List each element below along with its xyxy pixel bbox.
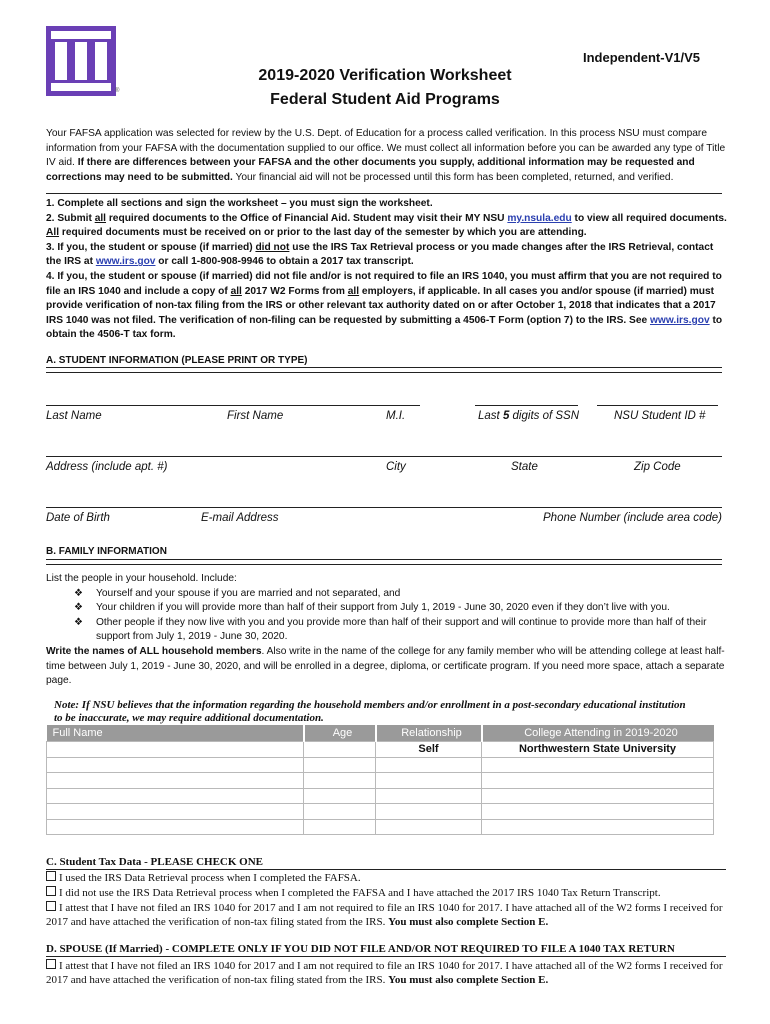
list-item: Your children if you will provide more than half of their support from July 1, 2019 - June 30, 2020 even if they don’t live with you. xyxy=(96,602,670,614)
step-1: 1. Complete all sections and sign the worksheet – you must sign the worksheet. xyxy=(46,198,433,209)
section-d-heading: D. SPOUSE (If Married) - COMPLETE ONLY IF YOU DID NOT FILE AND/OR NOT REQUIRED TO FILE A 1040 TAX RETURN xyxy=(46,943,675,955)
column-header: Full Name xyxy=(47,725,304,742)
table-row xyxy=(47,788,714,804)
table-cell[interactable] xyxy=(47,757,304,773)
page-subtitle: Federal Student Aid Programs xyxy=(270,91,500,108)
mi-label: M.I. xyxy=(386,410,406,422)
intro-bold-text: If there are differences between your FAFSA and the other documents you supply, additional information may be requested and corrections may need to be submitted. xyxy=(46,157,695,183)
divider xyxy=(46,193,722,194)
table-cell[interactable] xyxy=(47,819,304,835)
instructions xyxy=(46,197,730,343)
section-a-heading: A. STUDENT INFORMATION (PLEASE PRINT OR TYPE) xyxy=(46,355,308,366)
first-name-label: First Name xyxy=(227,410,284,422)
step-3: 3. If you, the student or spouse (if married) did not use the IRS Tax Retrieval process or you made changes after the IRS Retrieval, contact the IRS at www.irs.gov or call 1-800-908-9946 to obtain a 2017 tax transcript. xyxy=(46,241,714,268)
double-rule xyxy=(46,559,722,565)
table-cell[interactable] xyxy=(304,788,376,804)
ssn-label: Last 5 digits of SSN xyxy=(478,410,580,422)
list-item: Yourself and your spouse if you are married and not separated, and xyxy=(96,587,401,599)
double-rule xyxy=(46,367,722,373)
table-cell[interactable] xyxy=(482,757,714,773)
last-name-label: Last Name xyxy=(46,410,102,422)
irs-link[interactable]: www.irs.gov xyxy=(95,256,156,268)
table-cell[interactable] xyxy=(376,788,482,804)
divider xyxy=(46,869,726,870)
table-cell[interactable] xyxy=(304,819,376,835)
email-label: E-mail Address xyxy=(201,512,279,524)
note-text: Note: If NSU believes that the information regarding the household members and/or enrollment in a post-secondary educational institution to be inaccurate, we may require additional documentation. xyxy=(54,699,686,724)
spouse-option-1: I attest that I have not filed an IRS 1040 for 2017 and I am not required to file an IRS 1040 for 2017. I have attached all of the W2 forms I received for 2017 and have attached the verification of non-tax filing stated from the IRS. You must also complete Section E. xyxy=(46,960,723,986)
table-row xyxy=(47,742,714,758)
checkbox[interactable] xyxy=(46,871,56,881)
table-cell: Self xyxy=(376,742,482,758)
table-cell[interactable] xyxy=(482,788,714,804)
column-header: Relationship xyxy=(376,725,482,742)
table-cell[interactable] xyxy=(47,804,304,820)
list-item: Other people if they now live with you and you provide more than half of their support and will continue to provide more than half of their support from July 1, 2019 - June 30, 2020. xyxy=(96,616,707,643)
my-nsu-link[interactable]: my.nsula.edu xyxy=(507,212,572,224)
table-cell[interactable] xyxy=(376,819,482,835)
table-cell[interactable] xyxy=(482,819,714,835)
table-cell[interactable] xyxy=(482,773,714,789)
checkbox[interactable] xyxy=(46,959,56,969)
intro-paragraph xyxy=(46,127,726,185)
diamond-bullet-icon: ❖ xyxy=(74,587,84,599)
table-cell[interactable] xyxy=(482,804,714,820)
list-intro: List the people in your household. Include: xyxy=(46,573,237,584)
table-cell[interactable] xyxy=(304,742,376,758)
table-cell: Northwestern State University xyxy=(482,742,714,758)
diamond-bullet-icon: ❖ xyxy=(74,616,84,628)
table-cell[interactable] xyxy=(47,788,304,804)
table-cell[interactable] xyxy=(304,773,376,789)
nsu-id-label: NSU Student ID # xyxy=(614,410,706,422)
table-row xyxy=(47,773,714,789)
page-title: 2019-2020 Verification Worksheet xyxy=(258,67,512,84)
intro-text: Your FAFSA application was selected for review by the U.S. Dept. of Education for a process called verification. In this process NSU must compare information from your FAFSA with the documentation supplied to our office. We must collect all information before you can be awarded any type of Title IV aid. xyxy=(46,128,726,168)
household-table xyxy=(46,725,714,835)
tax-option-3: I attest that I have not filed an IRS 1040 for 2017 and I am not required to file an IRS 1040 for 2017. I have attached all of the W2 forms I received for 2017 and have attached the verification of non-tax filing stated from the IRS. You must also complete Section E. xyxy=(46,902,723,928)
diamond-bullet-icon: ❖ xyxy=(74,602,84,614)
table-cell[interactable] xyxy=(376,804,482,820)
irs-link-2[interactable]: www.irs.gov xyxy=(649,314,710,326)
nsu-id-line[interactable] xyxy=(597,405,718,406)
section-c-heading: C. Student Tax Data - PLEASE CHECK ONE xyxy=(46,856,263,868)
table-row xyxy=(47,757,714,773)
step-2: 2. Submit all required documents to the Office of Financial Aid. Student may visit their MY NSU my.nsula.edu to view all required documents. All required documents must be received on or prior to the last day of the semester by which you are attending. xyxy=(46,212,727,239)
column-header: College Attending in 2019-2020 xyxy=(482,725,714,742)
step-4: 4. If you, the student or spouse (if married) did not file and/or is not required to file an IRS 1040, you must affirm that you are not required to file an IRS 1040 and include a copy of all 2017 W2 Forms from all employers, if applicable. In all cases you and/or spouse (if married) must provide verification of non-tax filing from the IRS or other relevant tax authority dated on or after October 1, 2018 that indicates that a 2017 IRS 1040 was not filed. The verification of non-filing can be requested by submitting a 4506-T Form (option 7) to the IRS. See www.irs.gov to obtain the 4506-T tax form. xyxy=(46,270,723,341)
checkbox[interactable] xyxy=(46,901,56,911)
zip-label: Zip Code xyxy=(634,461,681,473)
ssn-line[interactable] xyxy=(475,405,578,406)
dob-label: Date of Birth xyxy=(46,512,110,524)
checkbox[interactable] xyxy=(46,886,56,896)
write-names-paragraph: Write the names of ALL household members. Also write in the name of the college for any family member who will be attending college at least half-time between July 1, 2019 - June 30, 2020, and will be enrolled in a degree, diploma, or certificate program. If you need more space, attach a separate page. xyxy=(46,646,725,687)
tax-option-1: I used the IRS Data Retrieval process when I completed the FAFSA. xyxy=(46,871,726,885)
address-label: Address (include apt. #) xyxy=(46,461,168,473)
address-line[interactable] xyxy=(46,456,722,457)
state-label: State xyxy=(511,461,538,473)
city-label: City xyxy=(386,461,406,473)
nsu-logo xyxy=(46,26,116,96)
name-line[interactable] xyxy=(46,405,420,406)
table-row xyxy=(47,804,714,820)
table-cell[interactable] xyxy=(376,757,482,773)
dob-line[interactable] xyxy=(46,507,722,508)
version-label: Independent-V1/V5 xyxy=(582,50,700,65)
table-cell[interactable] xyxy=(304,804,376,820)
section-b-heading: B. FAMILY INFORMATION xyxy=(46,546,167,557)
table-cell[interactable] xyxy=(47,742,304,758)
divider xyxy=(46,956,726,957)
registered-mark: ® xyxy=(115,88,120,94)
table-row xyxy=(47,819,714,835)
phone-label: Phone Number (include area code) xyxy=(543,512,722,524)
tax-option-2: I did not use the IRS Data Retrieval process when I completed the FAFSA and I have attached the 2017 IRS 1040 Tax Return Transcript. xyxy=(46,886,726,900)
intro-tail-text: Your financial aid will not be processed until this form has been completed, returned, and verified. xyxy=(235,171,674,183)
table-cell[interactable] xyxy=(47,773,304,789)
table-cell[interactable] xyxy=(376,773,482,789)
table-cell[interactable] xyxy=(304,757,376,773)
column-header: Age xyxy=(304,725,376,742)
